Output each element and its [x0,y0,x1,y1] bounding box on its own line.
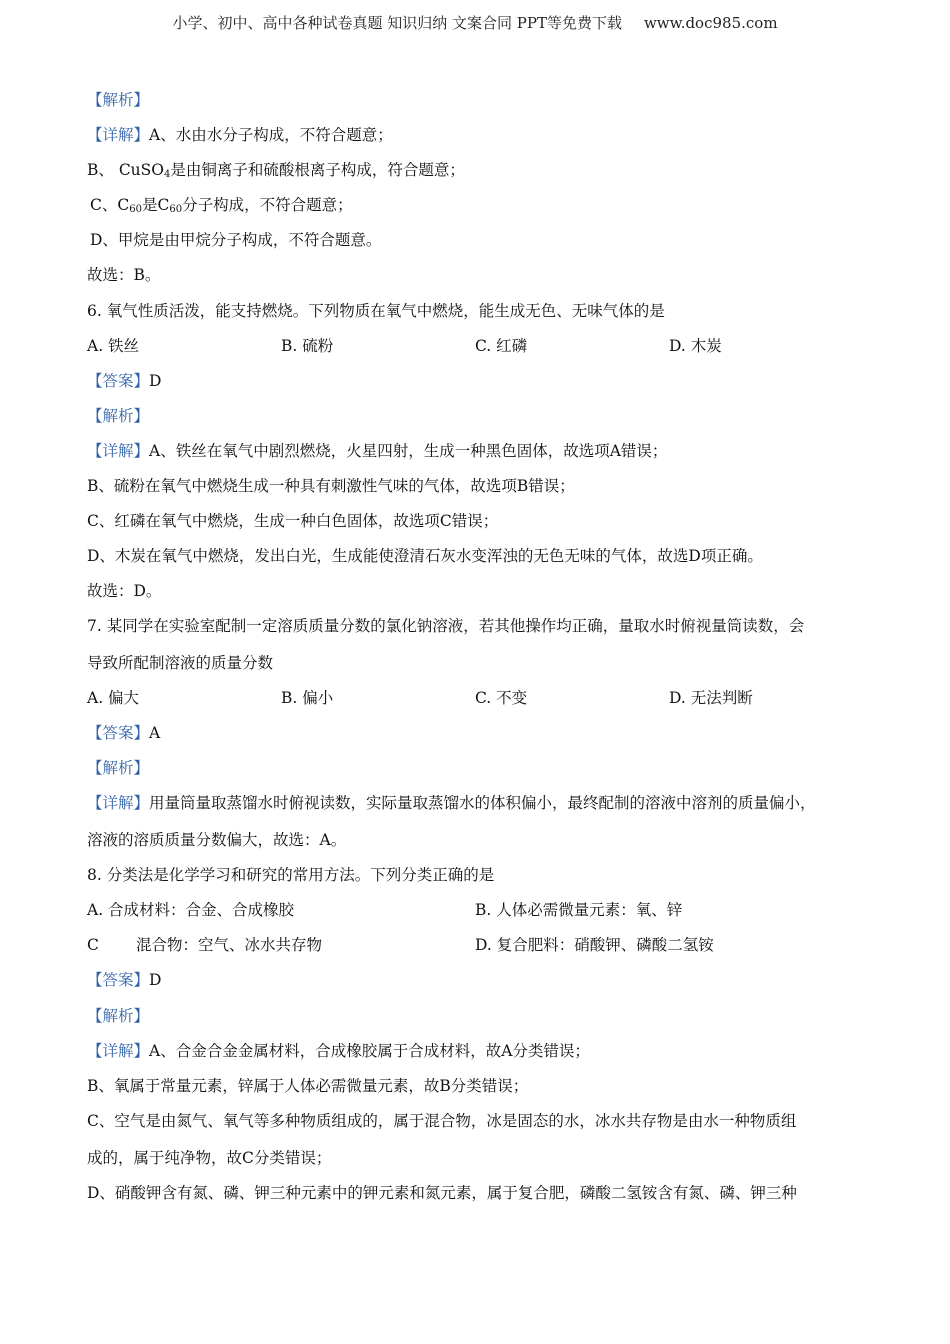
answer-tag: 【答案】 [87,372,150,390]
q7-detail-2: 溶液的溶质质量分数偏大，故选：A。 [87,831,347,849]
q7-answer [87,723,160,743]
q6-detail-4: D、木炭在氧气中燃烧，发出白光，生成能使澄清石灰水变浑浊的无色无味的气体，故选D项正确。 [87,547,763,565]
q6-detail-1 [87,441,667,461]
q6-option-d: D. 木炭 [669,337,722,355]
q5-detail-b [87,160,465,185]
detail-tag: 【详解】 [87,1042,150,1060]
q5-c-sub1: 60 [129,204,142,215]
q5-b-prefix: B、 CuSO [87,161,164,179]
q5-b-sub: 4 [164,169,171,180]
q8-stem: 8. 分类法是化学学习和研究的常用方法。下列分类正确的是 [87,866,495,884]
q6-detail-2: B、硫粉在氧气中燃烧生成一种具有刺激性气味的气体，故选项B错误； [87,477,575,495]
q6-option-a: A. 铁丝 [87,337,140,355]
q6-answer [87,371,161,391]
q6-detail-3: C、红磷在氧气中燃烧，生成一种白色固体，故选项C错误； [87,512,499,530]
q8-detail-1 [87,1041,590,1061]
q5-c-sub2: 60 [169,204,183,215]
detail-tag: 【详解】 [87,442,150,460]
q6-stem: 6. 氧气性质活泼，能支持燃烧。下列物质在氧气中燃烧，能生成无色、无味气体的是 [87,302,665,320]
answer-tag: 【答案】 [87,971,150,989]
q8-option-c-letter: C [87,936,99,954]
header-text: 小学、初中、高中各种试卷真题 知识归纳 文案合同 PPT等免费下载 [172,14,622,32]
q8-option-a: A. 合成材料：合金、合成橡胶 [87,901,295,919]
q6-choice: 故选：D。 [87,582,162,600]
q8-analysis-tag: 【解析】 [87,1007,150,1025]
q8-detail-2: B、氧属于常量元素，锌属于人体必需微量元素，故B分类错误； [87,1077,529,1095]
q8-option-d: D. 复合肥料：硝酸钾、磷酸二氢铵 [475,936,714,954]
q5-c-prefix: C、C [90,196,130,214]
q8-detail-1-text: A、合金合金金属材料，合成橡胶属于合成材料，故A分类错误； [149,1042,590,1060]
q5-detail-d: D、甲烷是由甲烷分子构成，不符合题意。 [90,231,382,249]
q5-detail-a [87,125,393,145]
q8-option-b: B. 人体必需微量元素：氧、锌 [475,901,683,919]
q6-option-b: B. 硫粉 [281,337,334,355]
q7-detail-1 [87,793,816,813]
q5-choice: 故选：B。 [87,266,161,284]
q7-analysis-tag: 【解析】 [87,759,150,777]
detail-tag: 【详解】 [87,794,150,812]
q6-option-c: C. 红磷 [475,337,528,355]
q7-detail-1-text: 用量筒量取蒸馏水时俯视读数，实际量取蒸馏水的体积偏小，最终配制的溶液中溶剂的质量偏小， [149,794,816,812]
q6-detail-1-text: A、铁丝在氧气中剧烈燃烧，火星四射，生成一种黑色固体，故选项A错误； [149,442,668,460]
q7-option-c: C. 不变 [475,689,528,707]
header-site-link[interactable]: www.doc985.com [643,14,778,32]
detail-tag: 【详解】 [87,126,150,144]
page-header [0,12,950,33]
q5-c-rest: 分子构成，不符合题意； [182,196,353,214]
q5-analysis-tag: 【解析】 [87,91,150,109]
q7-option-a: A. 偏大 [87,689,140,707]
q7-stem-2: 导致所配制溶液的质量分数 [87,654,274,672]
q7-option-d: D. 无法判断 [669,689,753,707]
q7-option-b: B. 偏小 [281,689,334,707]
q5-b-rest: 是由铜离子和硫酸根离子构成，符合题意； [170,161,465,179]
q8-detail-3: C、空气是由氮气、氧气等多种物质组成的，属于混合物，冰是固态的水，冰水共存物是由水一种物质组 [87,1112,797,1130]
q5-c-mid: 是C [141,196,170,214]
q6-analysis-tag: 【解析】 [87,407,150,425]
q6-answer-value: D [149,372,162,390]
q5-detail-c [90,195,353,220]
q5-detail-a-text: A、水由水分子构成，不符合题意； [149,126,393,144]
q7-stem-1: 7. 某同学在实验室配制一定溶质质量分数的氯化钠溶液，若其他操作均正确，量取水时俯视量筒读数，会 [87,617,805,635]
q8-answer-value: D [149,971,162,989]
answer-tag: 【答案】 [87,724,150,742]
q7-answer-value: A [149,724,161,742]
q8-detail-5: D、硝酸钾含有氮、磷、钾三种元素中的钾元素和氮元素，属于复合肥，磷酸二氢铵含有氮、磷、钾三种 [87,1184,797,1202]
q8-detail-4: 成的，属于纯净物，故C分类错误； [87,1149,332,1167]
q8-option-c: 混合物：空气、冰水共存物 [136,936,323,954]
q8-answer [87,970,161,990]
